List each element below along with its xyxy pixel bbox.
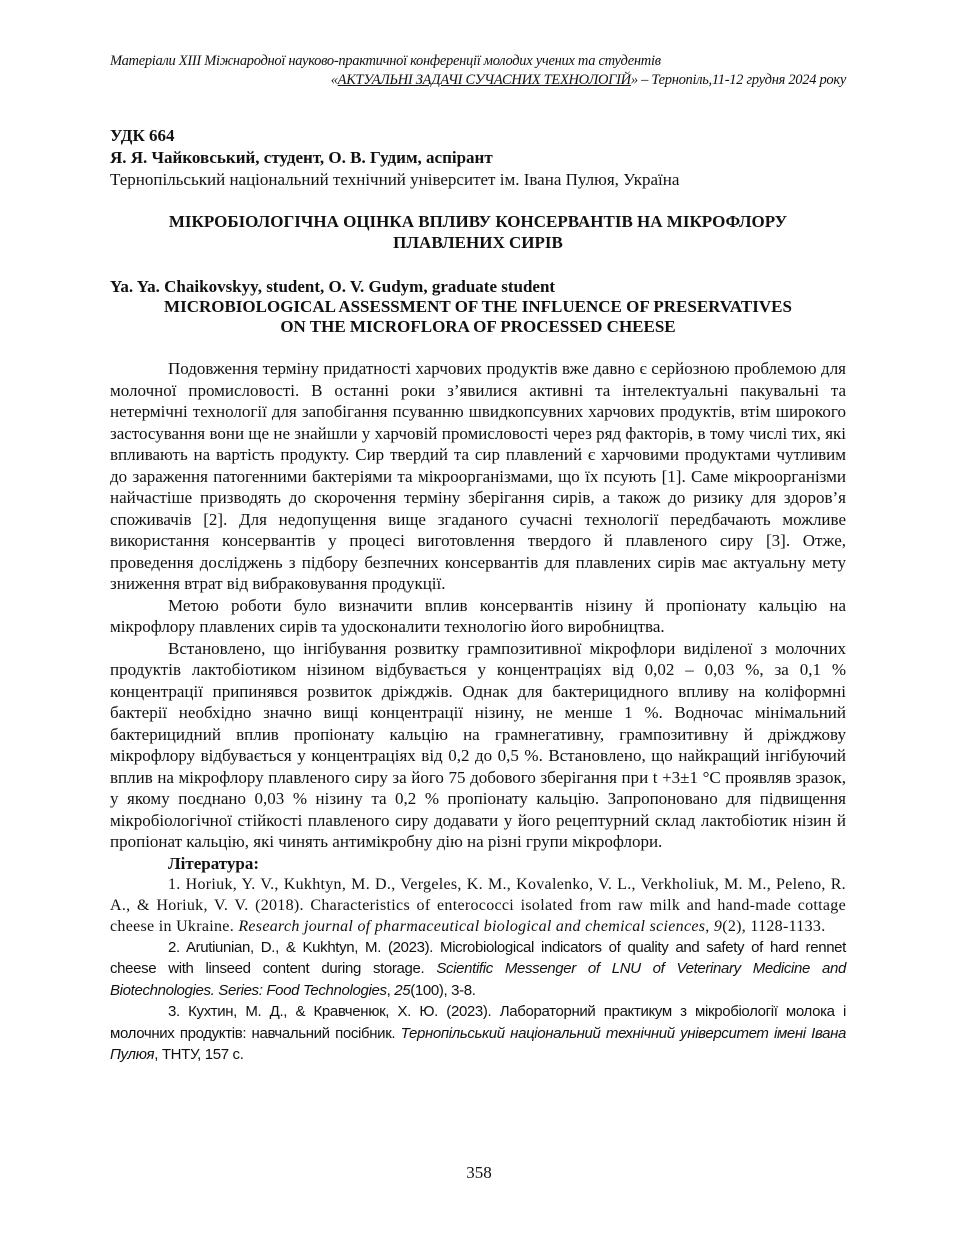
reference-journal: Scientific Messenger of LNU of Veterinary Medicine and Biotechnologies. Series: Food Technologies xyxy=(110,960,846,999)
article-body xyxy=(110,358,846,853)
page xyxy=(110,52,846,1066)
authors-en: Ya. Ya. Chaikovskyy, student, O. V. Gudym, graduate student xyxy=(110,277,556,296)
conference-date: » – Тернопіль,11-12 грудня 2024 року xyxy=(630,72,846,88)
reference-item: 2. Arutiunian, D., & Kukhtyn, M. (2023). Microbiological indicators of quality and safety of hard rennet cheese with linseed content during storage. Scientific Messenger of LNU of Veterinary Medicine and Biotechnologies. Series: Food Technologies, 25(100), 3-8. xyxy=(110,938,846,999)
affiliation: Тернопільський національний технічний університет ім. Івана Пулюя, Україна xyxy=(110,170,680,189)
reference-journal: Research journal of pharmaceutical biological and chemical sciences xyxy=(238,917,706,935)
paragraph-results: Встановлено, що інгібування розвитку грампозитивної мікрофлори виділеної з молочних продуктів лактобіотиком нізином відбувається у концентраціях від 0,02 – 0,03 %, за 0,1 % концентрації припинявся розвиток дріжджів. Однак для бактерицидного впливу на коліформні бактерії необхідно значно вищі концентрації нізину, не менше 1 %. Водночас мінімальний бактерицидний вплив пропіонату кальцію на грамнегативну, грампозитивну й дріжджову мікрофлору відбувається у концентраціях від 0,2 до 0,5 %. Встановлено, що найкращий інгібуючий вплив на мікрофлору плавленого сиру за його 75 добового зберігання при t +3±1 °С проявляв зразок, у якому поєднано 0,03 % нізину та 0,2 % пропіонату кальцію. Запропоновано для підвищення мікробіологічної стійкості плавленого сиру додавати у його рецептурний склад лактобіотик нізин й пропіонат кальцію, які чинять антимікробну дію на різні групи мікрофлори. xyxy=(110,638,846,851)
reference-journal: Тернопільський національний технічний університет імені Івана Пулюя xyxy=(110,1024,847,1063)
reference-volume: 9 xyxy=(713,917,723,935)
reference-volume: 25 xyxy=(394,981,411,999)
title-en xyxy=(110,297,846,337)
reference-item: 3. Кухтин, М. Д., & Кравченюк, Х. Ю. (2023). Лабораторний практикум з мікробіології молока і молочних продуктів: навчальний посібник. Тернопільський національний технічний університет імені Івана Пулюя, ТНТУ, 157 с. xyxy=(110,1003,847,1063)
paragraph-intro: Подовження терміну придатності харчових продуктів вже давно є серйозною проблемою для молочної промисловості. В останні роки з’явилися активні та інтелектуальні пакувальні та нетермічні технології для запобігання псуванню швидкопсувних харчових продуктів, втім широкого застосування вони ще не знайшли у харчовій промисловості через ряд факторів, в тому числі тих, які впливають на вартість продукту. Сир твердий та сир плавлений є харчовими продуктами чутливим до зараження патогенними бактеріями та мікроорганізмами, що їх псують [1]. Саме мікроорганізми найчастіше призводять до скорочення терміну зберігання сирів, а також до ризику для здоров’я споживачів [2]. Для недопущення вище згаданого сучасні технології передбачають можливе використання консервантів у процесі виготовлення твердого й плавленого сиру [3]. Отже, проведення досліджень з підбору безпечних консервантів для плавлених сирів має актуальну мету зниження втрат від вибраковування продукції. xyxy=(110,359,846,593)
conference-name: АКТУАЛЬНІ ЗАДАЧІ СУЧАСНИХ ТЕХНОЛОГІЙ xyxy=(337,72,631,88)
conference-header xyxy=(110,52,846,90)
title-ua-line2: ПЛАВЛЕНИХ СИРІВ xyxy=(393,233,563,252)
quote-open: « xyxy=(330,72,338,88)
article-meta xyxy=(110,125,846,191)
conference-header-line1: Матеріали XIII Міжнародної науково-практичної конференції молодих учених та студентів xyxy=(110,53,661,69)
title-ua xyxy=(110,211,846,253)
paragraph-aim: Метою роботи було визначити вплив консервантів нізину й пропіонату кальцію на мікрофлору плавлених сирів та удосконалити технологію його виробництва. xyxy=(110,595,846,636)
udc-code: УДК 664 xyxy=(110,126,175,145)
conference-header-line2 xyxy=(110,71,846,90)
title-en-line1: MICROBIOLOGICAL ASSESSMENT OF THE INFLUENCE OF PRESERVATIVES xyxy=(164,297,792,316)
title-ua-line1: МІКРОБІОЛОГІЧНА ОЦІНКА ВПЛИВУ КОНСЕРВАНТІВ НА МІКРОФЛОРУ xyxy=(168,212,788,231)
title-en-line2: ON THE MICROFLORA OF PROCESSED CHEESE xyxy=(280,317,676,336)
page-number: 358 xyxy=(466,1163,492,1182)
authors-ua: Я. Я. Чайковський, студент, О. В. Гудим, аспірант xyxy=(110,148,493,167)
reference-item: 1. Horiuk, Y. V., Kukhtyn, M. D., Vergeles, K. M., Kovalenko, V. L., Verkholiuk, M. M., Peleno, R. A., & Horiuk, V. V. (2018). Characteristics of enterococci isolated from raw milk and hand-made cottage cheese in Ukraine. Research journal of pharmaceutical biological and chemical sciences, 9(2), 1128-1133. xyxy=(110,875,846,935)
references-heading: Література: xyxy=(168,853,260,873)
